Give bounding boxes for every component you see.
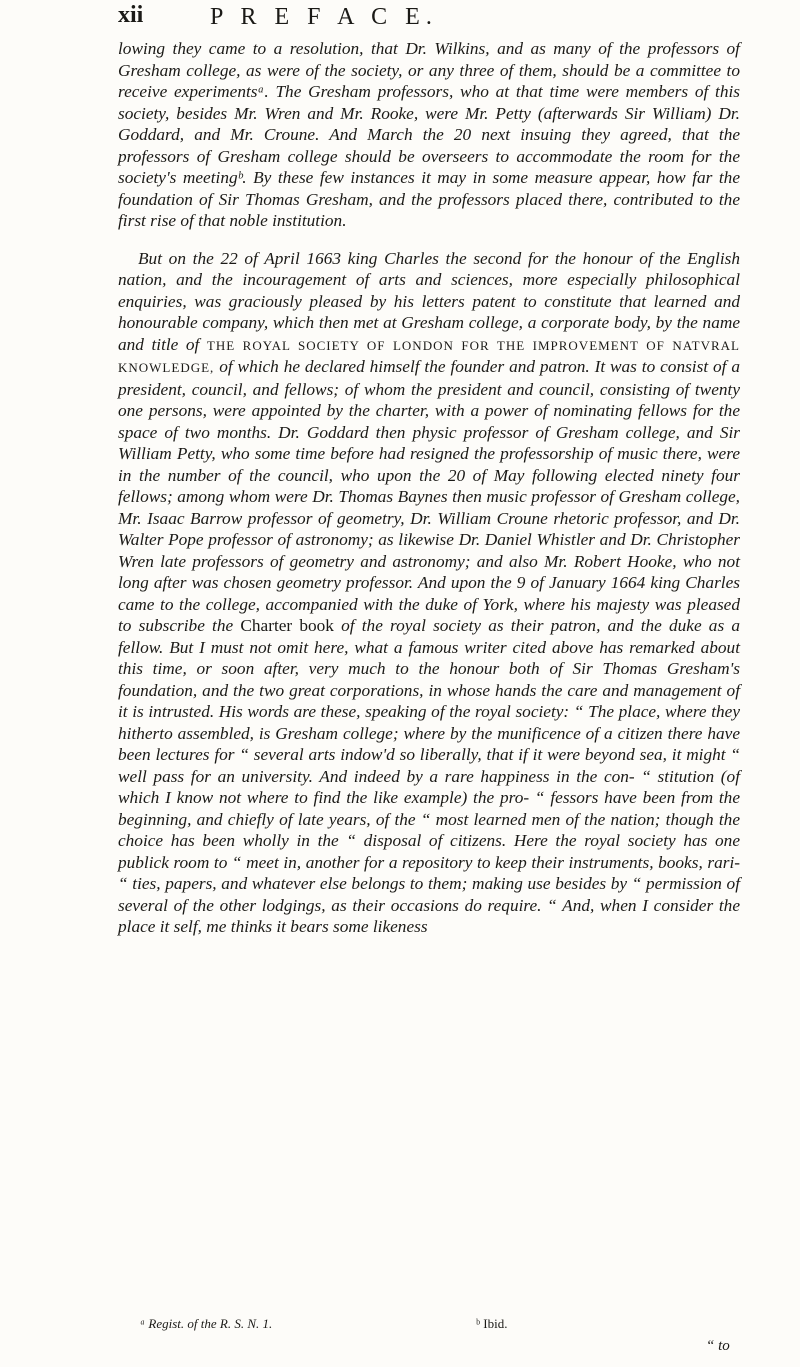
footnote-b: ᵇ Ibid. bbox=[476, 1316, 508, 1331]
footnote-a: ᵃ Regist. of the R. S. N. 1. bbox=[140, 1316, 273, 1331]
paragraph-1: lowing they came to a resolution, that Dr. Wilkins, and as many of the professors of Gresham college, as were of the society, or any three of them, should be a committee to receive experimentsᵃ. The Gresham professors, who at that time were members of this society, besides Mr. Wren and Mr. Rooke, were Mr. Petty (afterwards Sir William) Dr. Goddard, and Mr. Croune. And March the 20 next insuing they agreed, that the professors of Gresham college should be overseers to accommodate the room for the society's meetingᵇ. By these few instances it may in some measure appear, how far the foundation of Sir Thomas Gresham, and the professors placed there, contributed to the first rise of that noble institution. bbox=[118, 39, 740, 230]
footnotes bbox=[140, 1316, 700, 1336]
paragraph-2-part-c: of the royal society as their patron, and the duke as a fellow. But I must not omit here, what a famous writer cited above has remarked about this time, or soon after, very much to the honour both of Sir Thomas Gresham's foundation, and the two great corporations, in whose hands the care and management of it is intrusted. His words are these, speaking of the royal society: bbox=[118, 616, 740, 721]
paragraph-2-part-a: But on the 22 of April 1663 king Charles the second for the honour of the English nation, and the incouragement of arts and sciences, more especially philosophical enquiries, was graciously pleased by his letters patent to constitute that learned and honourable company, which then met at Gresham college, a corporate body, by the name and title of bbox=[118, 248, 740, 354]
main-text bbox=[118, 38, 740, 938]
quotation: “ The place, where they hitherto assembled, is Gresham college; where by the munificence of a citizen there have been lectures for “ several arts indow'd so liberally, that if it were beyond sea, it might “ well pass for an university. And indeed by a rare happiness in the con- “ stitution (of which I know not where to find the like example) the pro- “ fessors have been from the beginning, and chiefly of late years, of the “ most learned men of the nation; though the choice has been wholly in the “ disposal of citizens. Here the royal society has one publick room to “ meet in, another for a repository to keep their instruments, books, rari- “ ties, papers, and whatever else belongs to them; making use besides by “ permission of several of the other lodgings, as their occasions do require. “ And, when I consider the place it self, me thinks it bears some likeness bbox=[118, 702, 741, 936]
running-header bbox=[118, 2, 738, 36]
catchword: “ to bbox=[706, 1338, 730, 1354]
page-number: xii bbox=[118, 2, 144, 28]
society-name-smallcaps: THE ROYAL SOCIETY OF LONDON FOR THE IMPROVEMENT OF NATVRAL KNOWLEDGE, bbox=[118, 337, 740, 375]
paragraph-2-part-b: of which he declared himself the founder and patron. It was to consist of a president, council, and fellows; of whom the president and council, consisting of twenty one persons, were appointed by the charter, with a power of nominating fellows for the space of two months. Dr. Goddard then physic professor of Gresham college, and Sir William Petty, who some time before had resigned the professorship of music there, were in the number of the council, who upon the 20 of May following elected ninety four fellows; among whom were Dr. Thomas Baynes then music professor of Gresham college, Mr. Isaac Barrow professor of geometry, Dr. William Croune rhetoric professor, and Dr. Walter Pope professor of astronomy; as likewise Dr. Daniel Whistler and Dr. Christopher Wren late professors of geometry and astronomy; and also Mr. Robert Hooke, who not long after was chosen geometry professor. And upon the 9 of January 1664 king Charles came to the college, accompanied with the duke of York, where his majesty was pleased to subscribe the bbox=[118, 357, 741, 635]
page-title: P R E F A C E. bbox=[210, 4, 438, 30]
paragraph-2 bbox=[118, 248, 740, 938]
charter-book-roman: Charter book bbox=[240, 616, 334, 635]
